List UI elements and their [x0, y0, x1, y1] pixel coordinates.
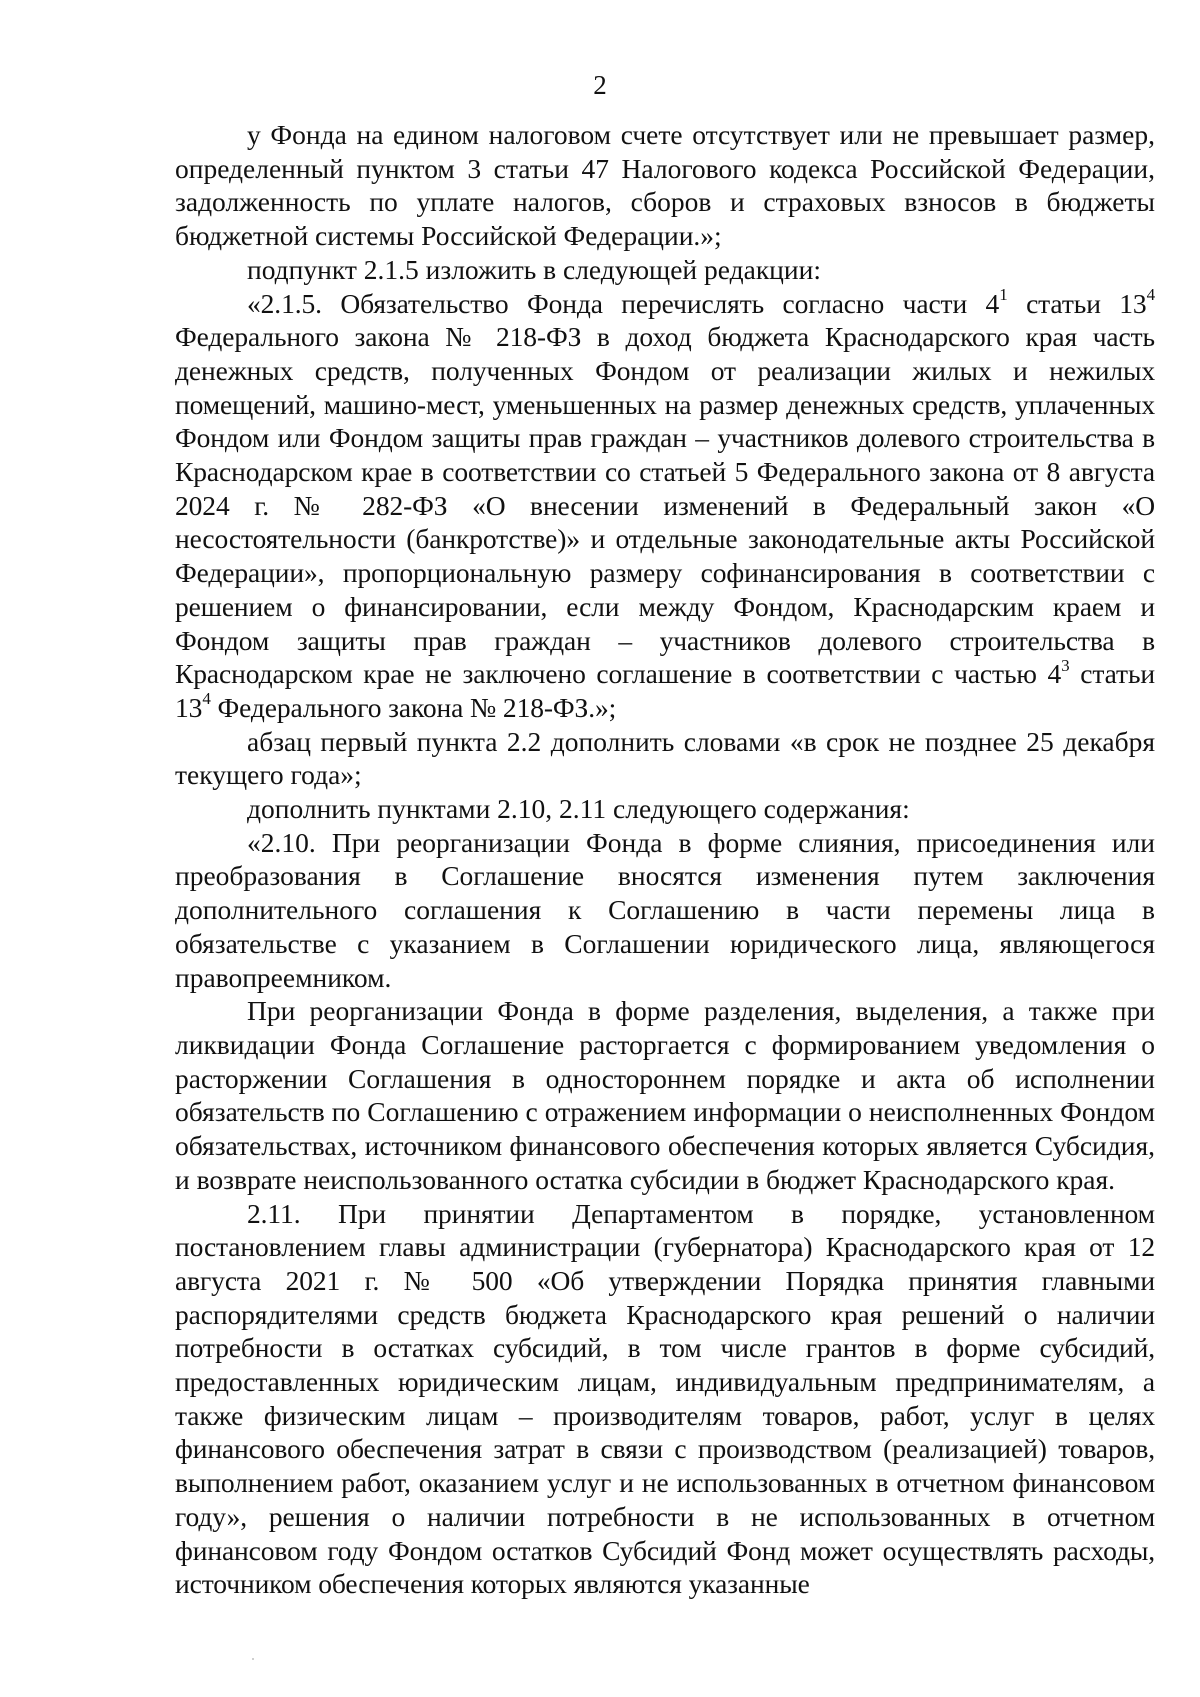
- paragraph-text-fragment: «2.1.5. Обязательство Фонда перечислять согласно части 4: [247, 287, 1000, 319]
- paragraph-clause-2-11: 2.11. При принятии Департаментом в порядке, установленном постановлением главы администрации (губернатора) Краснодарского края от 12 августа 2021 г. № 500 «Об утверждении Порядка принятия главными распорядителями средств бюджета Краснодарского края решений о наличии потребности в остатках субсидий, в том числе грантов в форме субсидий, предоставленных юридическим лицам, индивидуальным предпринимателям, а также физическим лицам – производителям товаров, работ, услуг в целях финансового обеспечения затрат в связи с производством (реализацией) товаров, выполнением работ, оказанием услуг и не использованных в отчетном финансовом году», решения о наличии потребности в не использованных в отчетном финансовом году Фондом остатков Субсидий Фонд может осуществлять расходы, источником обеспечения которых являются указанные: [175, 1197, 1155, 1600]
- superscript: 1: [999, 284, 1008, 304]
- superscript: 4: [1146, 284, 1155, 304]
- paragraph-clause-2-2-amendment: абзац первый пункта 2.2 дополнить словами «в срок не позднее 25 декабря текущего года»;: [175, 725, 1155, 791]
- paragraph-debt-clause: у Фонда на едином налоговом счете отсутствует или не превышает размер, определенный пунктом 3 статьи 47 Налогового кодекса Российской Федерации, задолженность по уплате налогов, сборов и страховых взносов в бюджеты бюджетной системы Российской Федерации.»;: [175, 119, 1155, 252]
- paragraph-text-fragment: Федерального закона № 218-ФЗ.»;: [210, 691, 617, 723]
- paragraph-subclause-2-1-5-intro: подпункт 2.1.5 изложить в следующей редакции:: [247, 253, 821, 285]
- paragraph-subclause-2-1-5: [175, 284, 1155, 725]
- superscript: 4: [202, 689, 211, 709]
- document-body: [175, 118, 1155, 1601]
- superscript: 3: [1061, 655, 1070, 675]
- paragraph-clause-2-10-liquidation: При реорганизации Фонда в форме разделения, выделения, а также при ликвидации Фонда Соглашение расторгается с формированием уведомления о расторжении Соглашения в одностороннем порядке и акта об исполнении обязательств по Соглашению с отражением информации о неисполненных Фондом обязательствах, источником финансового обеспечения которых является Субсидия, и возврате неиспользованного остатка субсидии в бюджет Краснодарского края.: [175, 995, 1155, 1195]
- page-number: 2: [593, 70, 607, 100]
- paragraph-text-fragment: Федерального закона № 218-ФЗ в доход бюджета Краснодарского края часть денежных средств, полученных Фондом от реализации жилых и нежилых помещений, машино-мест, уменьшенных на размер денежных средств, уплаченных Фондом или Фондом защиты прав граждан – участников долевого строительства в Краснодарском крае в соответствии со статьей 5 Федерального закона от 8 августа 2024 г. № 282-ФЗ «О внесении изменений в Федеральный закон «О несостоятельности (банкротстве)» и отдельные законодательные акты Российской Федерации», пропорциональную размеру софинансирования в соответствии с решением о финансировании, если между Фондом, Краснодарским краем и Фондом защиты прав граждан – участников долевого строительства в Краснодарском крае не заключено соглашение в соответствии с частью 4: [175, 321, 1155, 690]
- scan-artifact: [252, 1658, 254, 1660]
- paragraph-clause-2-10: «2.10. При реорганизации Фонда в форме слияния, присоединения или преобразования в Соглашение вносятся изменения путем заключения дополнительного соглашения к Соглашению в части перемены лица в обязательстве с указанием в Соглашении юридического лица, являющегося правопреемником.: [175, 826, 1155, 993]
- paragraph-add-clauses-intro: дополнить пунктами 2.10, 2.11 следующего содержания:: [247, 793, 910, 825]
- paragraph-text-fragment: статьи 13: [175, 658, 1155, 723]
- paragraph-text-fragment: статьи 13: [1007, 287, 1147, 319]
